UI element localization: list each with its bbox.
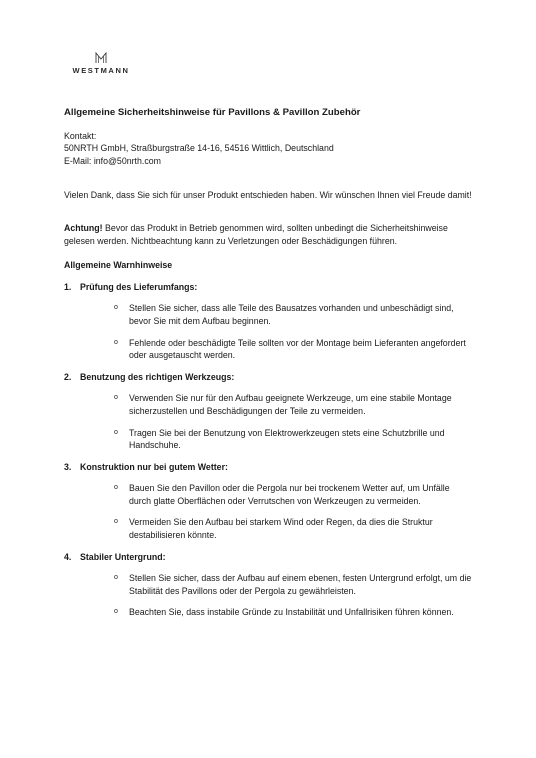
bullet-text: Tragen Sie bei der Benutzung von Elektrowerkzeugen stets eine Schutzbrille und Handschuhe.	[129, 427, 445, 451]
bullet-text: Stellen Sie sicher, dass alle Teile des Bausatzes vorhanden und unbeschädigt sind, bevor Sie mit dem Aufbau beginnen.	[129, 303, 454, 326]
bullet-text: Stellen Sie sicher, dass der Aufbau auf einem ebenen, festen Untergrund erfolgt, um die Stabilität des Pavillons oder der Pergola zu gewährleisten.	[129, 573, 472, 596]
bullet-icon: o	[114, 518, 118, 526]
bullet-text: Verwenden Sie nur für den Aufbau geeignete Werkzeuge, um eine stabile Montage sicherzustellen und Beschädigungen der Teile zu vermeiden.	[129, 393, 452, 416]
contact-email: E-Mail: info@50nrth.com	[64, 155, 161, 166]
section-number: 2.	[64, 371, 72, 382]
bullet-icon: o	[114, 574, 118, 582]
bullet-item	[64, 392, 474, 417]
section-title-text: Stabiler Untergrund:	[80, 551, 166, 562]
section-bullets	[64, 392, 474, 451]
brand-logo	[66, 52, 136, 75]
section-heading: Allgemeine Warnhinweise	[64, 260, 173, 271]
section-number: 4.	[64, 551, 72, 562]
warning-paragraph	[64, 222, 474, 247]
contact-address: 50NRTH GmbH, Straßburgstraße 14-16, 54516 Wittlich, Deutschland	[64, 143, 334, 154]
bullet-text: Vermeiden Sie den Aufbau bei starkem Wind oder Regen, da dies die Struktur destabilisieren könnte.	[129, 517, 433, 541]
document-title: Allgemeine Sicherheitshinweise für Pavillons & Pavillon Zubehör	[64, 107, 361, 118]
section-number: 1.	[64, 281, 72, 292]
bullet-icon: o	[114, 608, 118, 616]
bullet-icon: o	[114, 484, 118, 492]
section-item	[64, 551, 474, 619]
warning-sections	[64, 281, 474, 619]
section-item	[64, 371, 474, 452]
section-title	[64, 371, 474, 384]
section-title	[64, 461, 474, 474]
bullet-item	[64, 302, 474, 327]
bullet-text: Beachten Sie, dass instabile Gründe zu Instabilität und Unfallrisiken führen können.	[129, 607, 454, 618]
bullet-icon: o	[114, 304, 118, 312]
contact-block	[64, 130, 474, 168]
brand-name: WESTMANN	[72, 66, 130, 75]
section-title	[64, 551, 474, 564]
section-item	[64, 281, 474, 362]
bullet-item	[64, 572, 474, 597]
warning-text: Bevor das Produkt in Betrieb genommen wird, sollten unbedingt die Sicherheitshinweise gelesen werden. Nichtbeachtung kann zu Verletzungen oder Beschädigungen führen.	[64, 222, 448, 246]
section-bullets	[64, 572, 474, 619]
bullet-item	[64, 516, 474, 541]
bullet-item	[64, 606, 474, 619]
bullet-icon: o	[114, 394, 118, 402]
section-title	[64, 281, 474, 294]
section-title-text: Prüfung des Lieferumfangs:	[80, 281, 198, 292]
warning-label: Achtung!	[64, 222, 103, 233]
section-bullets	[64, 302, 474, 361]
westmann-logo-icon	[94, 52, 108, 64]
document-content	[64, 107, 474, 628]
bullet-item	[64, 337, 474, 362]
contact-label: Kontakt:	[64, 130, 97, 141]
bullet-icon: o	[114, 428, 118, 436]
section-title-text: Benutzung des richtigen Werkzeugs:	[80, 371, 235, 382]
section-number: 3.	[64, 461, 72, 472]
bullet-text: Fehlende oder beschädigte Teile sollten vor der Montage beim Lieferanten angefordert oder ausgetauscht werden.	[129, 337, 466, 361]
section-bullets	[64, 482, 474, 541]
intro-paragraph: Vielen Dank, dass Sie sich für unser Produkt entschieden haben. Wir wünschen Ihnen viel Freude damit!	[64, 190, 472, 201]
bullet-item	[64, 482, 474, 507]
section-item	[64, 461, 474, 542]
bullet-item	[64, 427, 474, 452]
bullet-icon: o	[114, 338, 118, 346]
section-title-text: Konstruktion nur bei gutem Wetter:	[80, 461, 228, 472]
bullet-text: Bauen Sie den Pavillon oder die Pergola nur bei trockenem Wetter auf, um Unfälle durch glatte Oberflächen oder Verrutschen von Werkzeugen zu vermeiden.	[129, 483, 450, 506]
